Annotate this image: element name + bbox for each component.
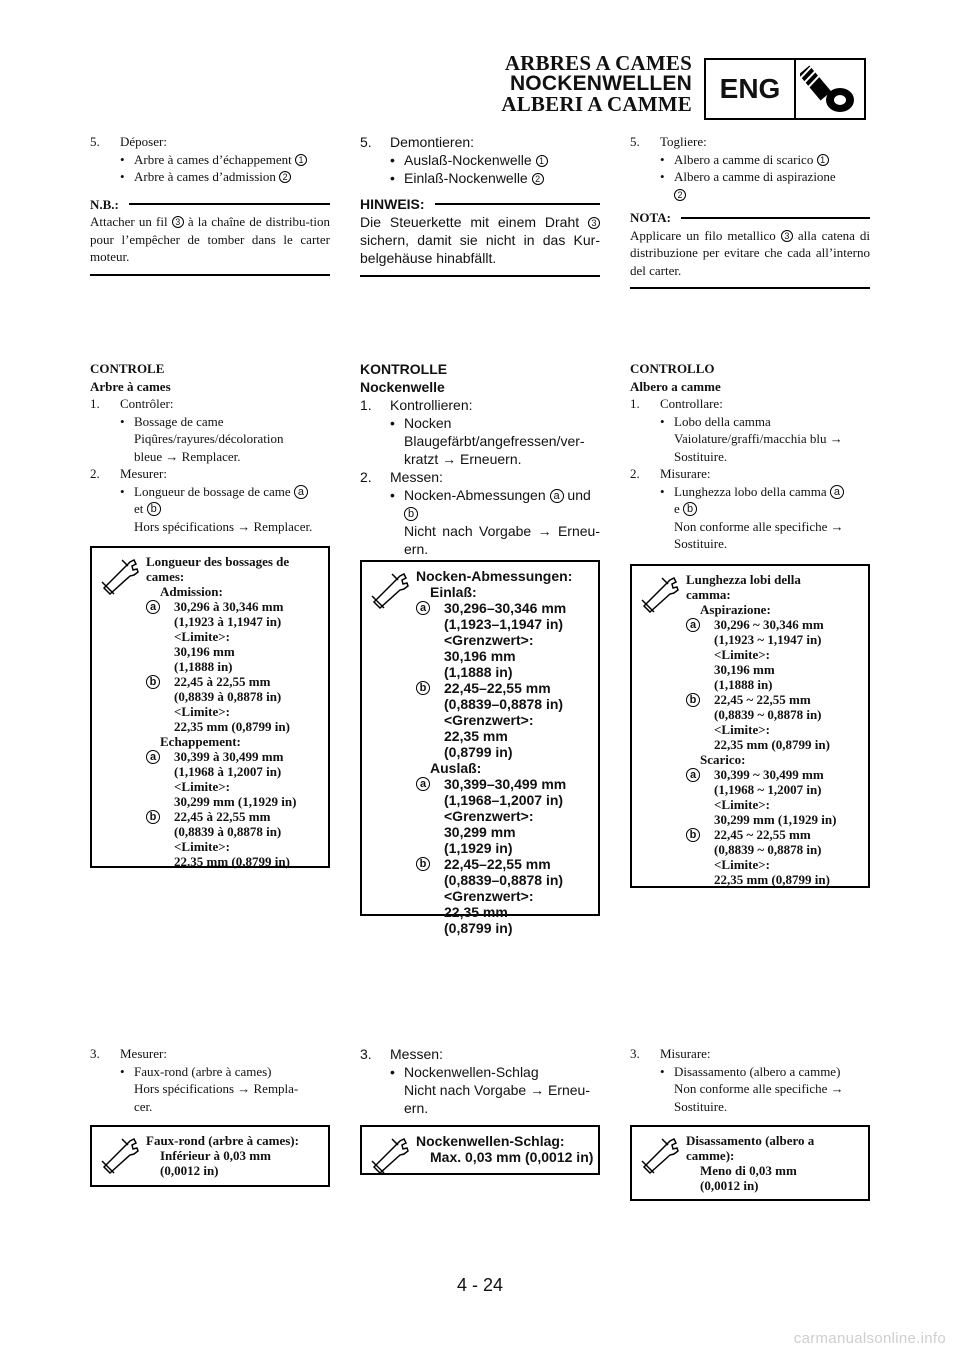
it-control-subtitle: Albero a camme [630, 378, 721, 394]
title-fr: ARBRES A CAMES [504, 51, 692, 75]
fr-note-label: N.B.: [90, 196, 119, 212]
de-control-title: KONTROLLE [360, 361, 448, 377]
it-note-text: Applicare un filo metallico 3 alla catena di distribuzione per evitare che cada all’interno del carter. [630, 227, 871, 278]
wrench-icon [370, 570, 410, 610]
section-badge [704, 58, 866, 120]
fr-control-subtitle: Arbre à cames [90, 378, 171, 394]
de-runout-spec-box: Nockenwellen-Schlag: Max. 0,03 mm (0,0012 in) [360, 1125, 600, 1175]
de-runout-section: 3. Messen: • Nockenwellen-Schlag Nicht nach Vorgabe → Erneu- ern. [360, 1046, 590, 1116]
watermark: carmanualsonline.info [793, 1330, 946, 1347]
wrench-icon [100, 556, 140, 596]
de-remove-section: 5. Demontieren: • Auslaß-Nockenwelle 1 • Einlaß-Nockenwelle 2 HINWEIS: Die Steuerkette mit einem Draht 3 sichern, damit sie nicht in das Kur-belgehäuse hinabfällt. [360, 133, 600, 277]
de-cam-lobe-spec-box: Nocken-Abmessungen: Einlaß: a 30,296–30,346 mm (1,1923–1,1947 in) <Grenzwert>: 30,196 mm (1,1888 in) b 22,45–22,55 mm (0,8839–0,8878 in) <Grenzwert>: 22,35 mm (0,8799 in) Auslaß: a 30,399–30,499 mm (1,1968–1,2007 in) <Grenzwert>: 30,299 mm (1,1929 in) b 22,45–22,55 mm (0,8839–0,8878 in) <Grenzwert>: 22,35 mm (0,8799 in) [360, 560, 600, 916]
fr-runout-spec-box: Faux-rond (arbre à cames): Inférieur à 0,03 mm (0,0012 in) [90, 1125, 330, 1187]
it-remove-section: 5. Togliere: • Albero a camme di scarico 1 • Albero a camme di aspirazione 2 NOTA: Applicare un filo metallico 3 alla catena di distribuzione per evitare che cada all’interno del carter. [630, 133, 870, 289]
it-note-label: NOTA: [630, 210, 671, 225]
de-note-label: HINWEIS: [360, 196, 425, 212]
it-runout-spec-box: Disassamento (albero a camme): Meno di 0,03 mm (0,0012 in) [630, 1125, 870, 1201]
fr-note-text: Attacher un fil 3 à la chaîne de distribu-tion pour l’empêcher de tomber dans le carter moteur. [90, 214, 331, 264]
wrench-icon [370, 1135, 410, 1175]
fr-cam-lobe-spec-box: Longueur des bossages de cames: Admission: a 30,296 à 30,346 mm (1,1923 à 1,1947 in) <Limite>: 30,196 mm (1,1888 in) b 22,45 à 22,55 mm (0,8839 à 0,8878 in) <Limite>: 22,35 mm (0,8799 in) Echappement: a 30,399 à 30,499 mm (1,1968 à 1,2007 in) <Limite>: 30,299 mm (1,1929 in) b 22,45 à 22,55 mm (0,8839 à 0,8878 in) <Limite>: 22,35 mm (0,8799 in) [90, 546, 330, 868]
it-control-title: CONTROLLO [630, 361, 715, 376]
de-control-section: KONTROLLE Nockenwelle 1. Kontrollieren: • Nocken Blaugefärbt/angefressen/ver- kratzt → Erneuern. 2. Messen: • Nocken-Abmessungen a und b Nicht nach Vorgabe → Erneu-ern. [360, 361, 600, 557]
de-control-subtitle: Nockenwelle [360, 379, 445, 395]
fr-remove-verb: Déposer: [120, 134, 167, 149]
wrench-icon [640, 1135, 680, 1175]
wrench-icon [100, 1135, 140, 1175]
page-number: 4 - 24 [456, 1275, 504, 1295]
engine-camshaft-icon [796, 60, 864, 118]
it-cam-lobe-spec-box: Lunghezza lobi della camma: Aspirazione: a 30,296 ~ 30,346 mm (1,1923 ~ 1,1947 in) <Limite>: 30,196 mm (1,1888 in) b 22,45 ~ 22,55 mm (0,8839 ~ 0,8878 in) <Limite>: 22,35 mm (0,8799 in) Scarico: a 30,399 ~ 30,499 mm (1,1968 ~ 1,2007 in) <Limite>: 30,299 mm (1,1929 in) b 22,45 ~ 22,55 mm (0,8839 ~ 0,8878 in) <Limite>: 22,35 mm (0,8799 in) [630, 564, 870, 888]
wrench-icon [640, 574, 680, 614]
de-note-text: Die Steuerkette mit einem Draht 3 sichern, damit sie nicht in das Kur-belgehäuse hinabfällt. [360, 214, 600, 266]
fr-runout-section: 3. Mesurer: • Faux-rond (arbre à cames) Hors spécifications → Rempla- cer. [90, 1046, 299, 1114]
fr-remove-section: 5. Déposer: • Arbre à cames d’échappement 1 • Arbre à cames d’admission 2 N.B.: Attacher un fil 3 à la chaîne de distribu-tion pour l’empêcher de tomber dans le carter moteur. [90, 133, 330, 276]
fr-control-section: CONTROLE Arbre à cames 1. Contrôler: • Bossage de came Piqûres/rayures/décoloration bleue → Remplacer. 2. Mesurer: • Longueur de bossage de came a et b Hors spécifications → Remplacer. [90, 360, 330, 535]
it-runout-section: 3. Misurare: • Disassamento (albero a camme) Non conforme alle specifiche → Sostituire. [630, 1046, 844, 1114]
fr-control-title: CONTROLE [90, 361, 165, 376]
it-control-section: CONTROLLO Albero a camme 1. Controllare: • Lobo della camma Vaiolature/graffi/macchia blu → Sostituire. 2. Misurare: • Lunghezza lobo della camma a e b Non conforme alle specifiche → Sostituire. [630, 360, 870, 553]
section-badge-label: ENG [706, 60, 796, 118]
title-de: NOCKENWELLEN [509, 72, 692, 95]
title-it: ALBERI A CAMME [501, 92, 692, 116]
